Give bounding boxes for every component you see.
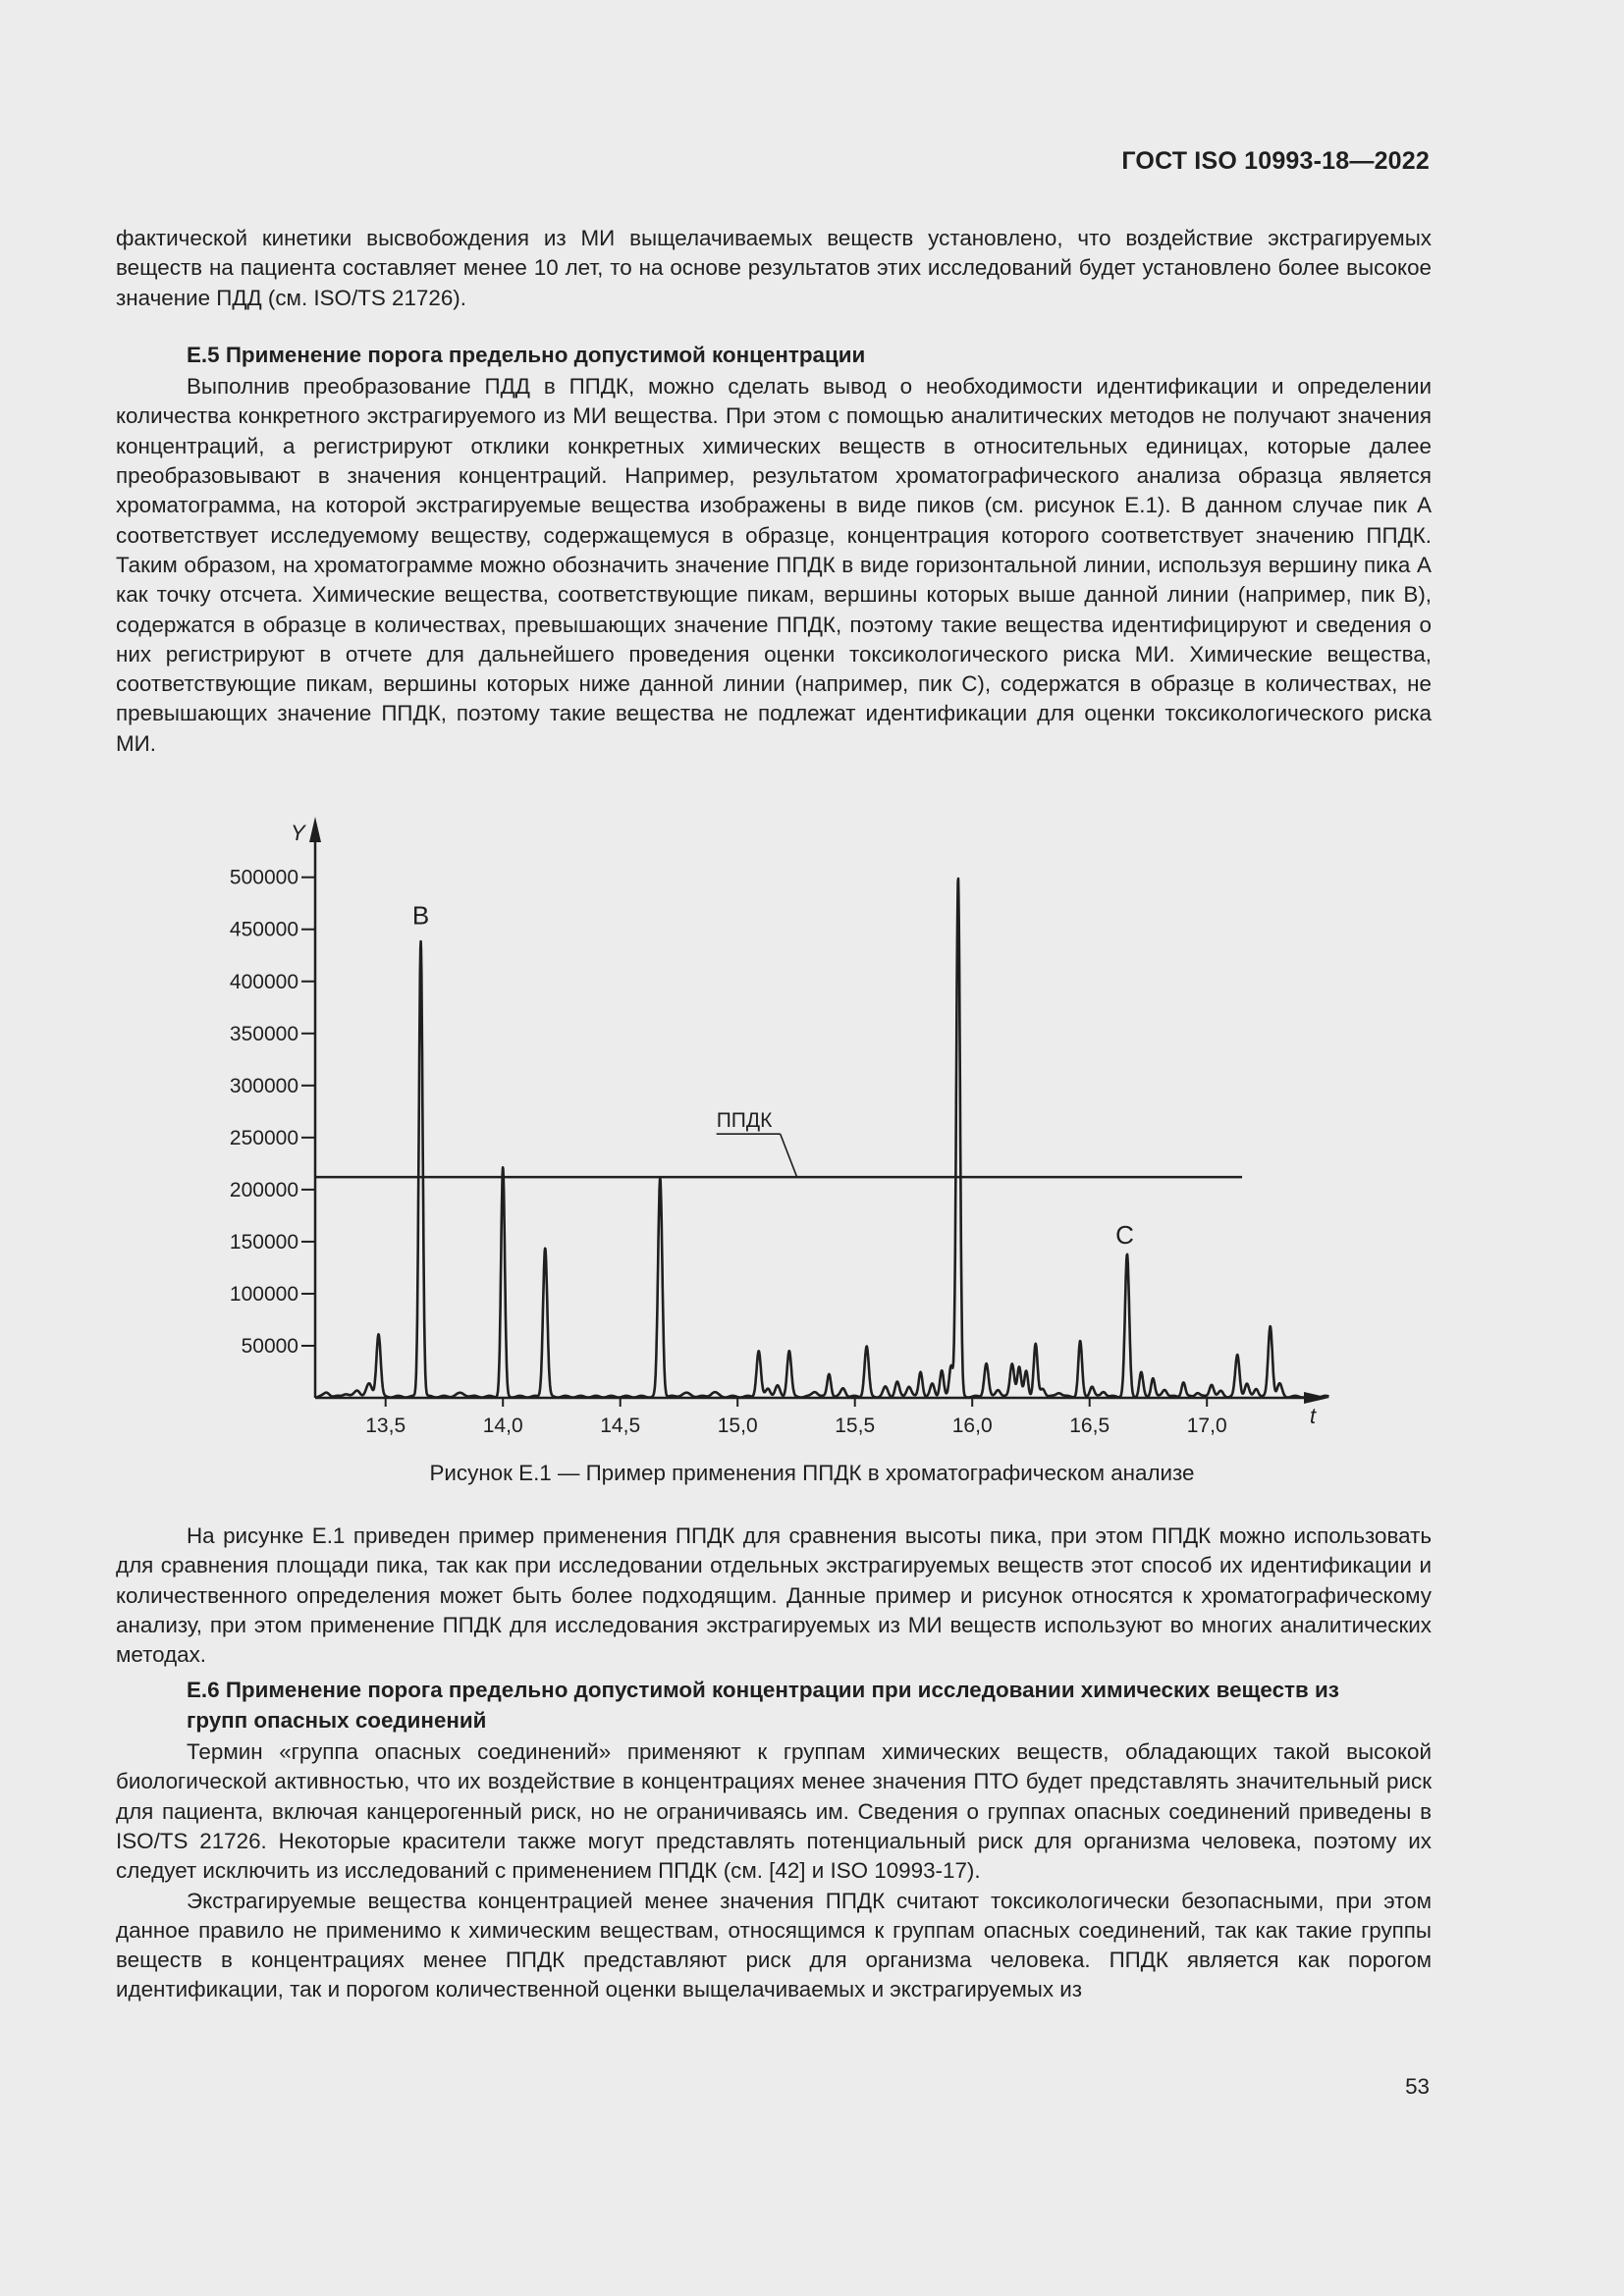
x-tick-label: 15,0 (717, 1415, 758, 1437)
threshold-label: ППДК (716, 1109, 773, 1133)
y-tick-label: 350000 (229, 1022, 298, 1045)
section-heading-e5: Е.5 Применение порога предельно допустимой концентрации (187, 342, 866, 367)
paragraph-intro: фактической кинетики высвобождения из МИ выщелачиваемых веществ установлено, что воздействие экстрагируемых веществ на пациента составляет менее 10 лет, то на основе результатов этих исследований будет установлено более высокое значение ПДД (см. ISO/TS 21726). (116, 226, 1432, 310)
y-axis-arrow (309, 817, 321, 842)
y-tick-label: 400000 (229, 970, 298, 993)
x-tick-label: 14,5 (600, 1415, 641, 1437)
page-number: 53 (1405, 2074, 1430, 2099)
y-tick-label: 200000 (229, 1178, 298, 1201)
peak-annotation: B (411, 900, 430, 931)
y-tick-label: 100000 (229, 1282, 298, 1306)
peak-annotation: C (1115, 1220, 1134, 1251)
x-tick-label: 15,5 (835, 1415, 876, 1437)
x-tick-label: 16,0 (951, 1415, 993, 1437)
peak-point (346, 1392, 347, 1393)
y-tick-label: 150000 (229, 1230, 298, 1254)
paragraph-e5: Выполнив преобразование ПДД в ППДК, можно сделать вывод о необходимости идентификации и определении количества конкретного экстрагируемого из МИ вещества. При этом с помощью аналитических методов не получают значения концентраций, а регистрируют отклики конкретных химических веществ в относительных единицах, которые далее преобразовывают в значения концентраций. Например, результатом хроматографического анализа образца является хроматограмма, на которой экстрагируемые вещества изображены в виде пиков (см. рисунок Е.1). В данном случае пик А соответствует исследуемому веществу, содержащемуся в образце, концентрация которого соответствует значению ППДК. Таким образом, на хроматограмме можно обозначить значение ППДК в виде горизонтальной линии, используя вершину пика А как точку отсчета. Химические вещества, соответствующие пикам, вершины которых выше данной линии (например, пик В), содержатся в образце в количествах, превышающих значение ППДК, поэтому такие вещества идентифицируют и сведения о них регистрируют в отчете для дальнейшего проведения оценки токсикологического риска МИ. Химические вещества, соответствующие пикам, вершины которых ниже данной линии (например, пик С), содержатся в образце в количествах, не превышающих значение ППДК, поэтому такие вещества не подлежат идентификации для оценки токсикологического риска МИ. (116, 374, 1432, 756)
y-tick-label: 250000 (229, 1126, 298, 1149)
peak-point (1211, 1383, 1212, 1384)
peak-point (420, 939, 421, 940)
text-block-lower (116, 1522, 1432, 2005)
x-tick-label: 17,0 (1186, 1415, 1227, 1437)
y-tick-label: 450000 (229, 918, 298, 941)
figure-caption: Рисунок Е.1 — Пример применения ППДК в хроматографическом анализе (429, 1461, 1195, 1485)
y-axis-label: Y (291, 821, 305, 845)
y-tick-label: 300000 (229, 1074, 298, 1097)
paragraph-e6-1: Термин «группа опасных соединений» применяют к группам химических веществ, обладающих такой высокой биологической активностью, что их воздействие в концентрациях менее значения ПТО будет представлять значительный риск для пациента, включая канцерогенный риск, но не ограничиваясь им. Сведения о группах опасных соединений приведены в ISO/TS 21726. Некоторые красители также могут представлять потенциальный риск для организма человека, поэтому их следует исключить из исследований с применением ППДК (см. [42] и ISO 10993-17). (116, 1739, 1432, 1884)
paragraph-e6-2: Экстрагируемые вещества концентрацией менее значения ППДК считают токсикологически безопасными, при этом данное правило не применимо к химическим веществам, относящимся к группам опасных соединений, так как такие группы веществ в концентрациях менее ППДК представляют риск для организма человека. ППДК является как порогом идентификации, так и порогом количественной оценки выщелачиваемых и экстрагируемых из (116, 1888, 1432, 2002)
paragraph-after-figure: На рисунке Е.1 приведен пример применения ППДК для сравнения высоты пика, при этом ППДК можно использовать для сравнения площади пика, так как при исследовании отдельных экстрагируемых веществ этот способ их идентификации и количественного определения может быть более подходящим. Данные пример и рисунок относятся к хроматографическому анализу, при этом применение ППДК для исследования экстрагируемых из МИ веществ используют во многих аналитических методах. (116, 1523, 1432, 1668)
text-block-upper (116, 224, 1432, 759)
threshold-leader-line (781, 1134, 797, 1177)
x-tick-label: 13,5 (365, 1415, 406, 1437)
y-tick-label: 50000 (241, 1334, 298, 1358)
x-tick-label: 16,5 (1069, 1415, 1110, 1437)
chromatogram-chart (0, 805, 1624, 1453)
x-axis-label: t (1310, 1404, 1317, 1428)
section-heading-e6: Е.6 Применение порога предельно допустимой концентрации при исследовании химических веществ из групп опасных соединений (187, 1678, 1339, 1733)
y-tick-label: 500000 (229, 866, 298, 889)
x-tick-label: 14,0 (482, 1415, 523, 1437)
chromatogram-trace (315, 879, 1329, 1398)
peak-point (1058, 1391, 1059, 1392)
document-header: ГОСТ ISO 10993-18—2022 (1121, 147, 1430, 175)
